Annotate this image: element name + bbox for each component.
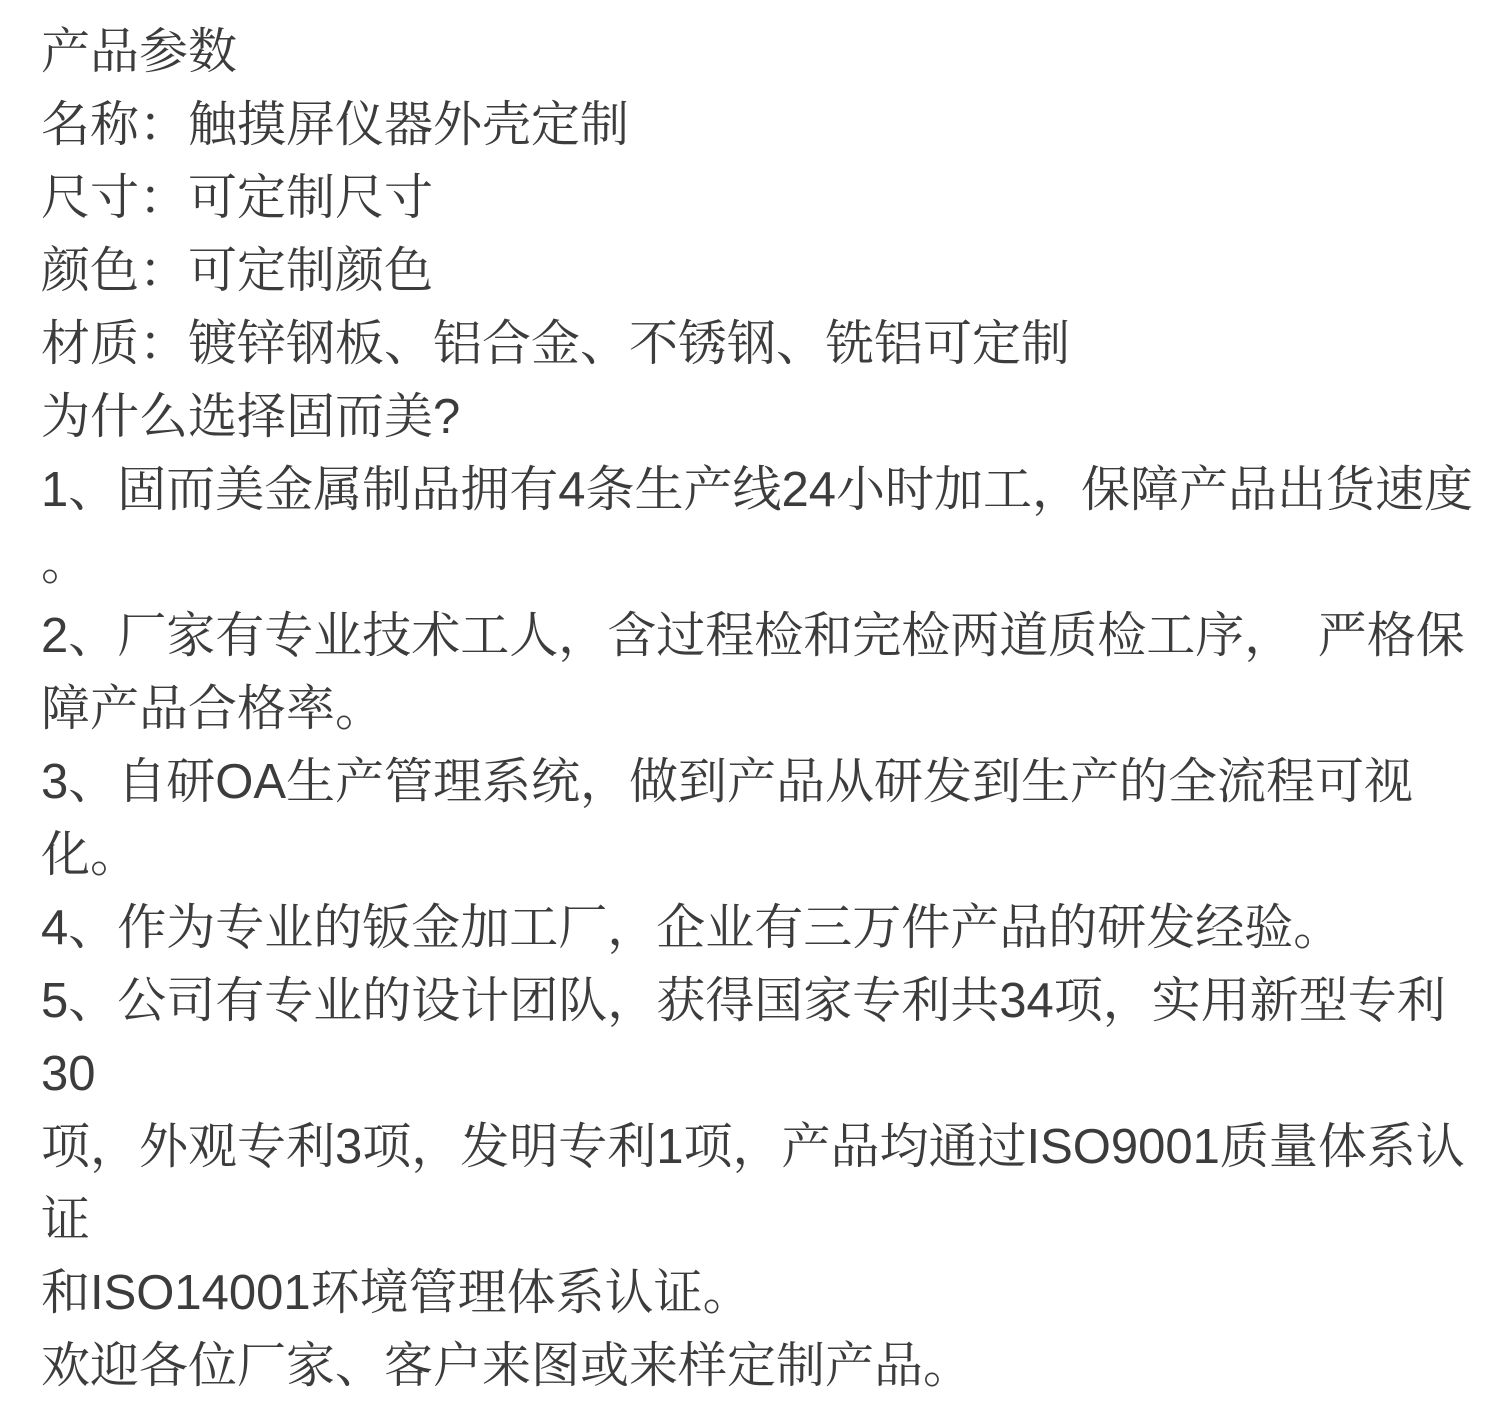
param-name-line: 名称：触摸屏仪器外壳定制 xyxy=(41,98,630,152)
feature-line-4: 4、作为专业的钣金加工厂，企业有三万件产品的研发经验。 xyxy=(41,901,1343,955)
param-material-line: 材质：镀锌钢板、铝合金、不锈钢、铣铝可定制 xyxy=(41,317,1071,371)
feature-line-5-wrap2: 和ISO14001环境管理体系认证。 xyxy=(41,1266,752,1320)
feature-line-1: 1、固而美金属制品拥有4条生产线24小时加工，保障产品出货速度 xyxy=(41,463,1474,517)
feature-line-3: 3、自研OA生产管理系统，做到产品从研发到生产的全流程可视化。 xyxy=(41,755,1414,882)
params-title: 产品参数 xyxy=(41,25,238,79)
feature-line-2-wrap: 障产品合格率。 xyxy=(41,682,385,736)
feature-line-5: 5、公司有专业的设计团队，获得国家专利共34项，实用新型专利30 xyxy=(41,974,1446,1101)
feature-line-1-wrap: 。 xyxy=(41,536,91,590)
closing-line: 欢迎各位厂家、客户来图或来样定制产品。 xyxy=(41,1339,973,1393)
why-choose-heading: 为什么选择固而美? xyxy=(41,390,461,444)
param-color-line: 颜色：可定制颜色 xyxy=(41,244,434,298)
feature-line-5-wrap: 项，外观专利3项，发明专利1项，产品均通过ISO9001质量体系认证 xyxy=(41,1120,1465,1247)
feature-line-2: 2、厂家有专业技术工人，含过程检和完检两道质检工序， 严格保 xyxy=(41,609,1465,663)
param-size-line: 尺寸：可定制尺寸 xyxy=(41,171,434,225)
